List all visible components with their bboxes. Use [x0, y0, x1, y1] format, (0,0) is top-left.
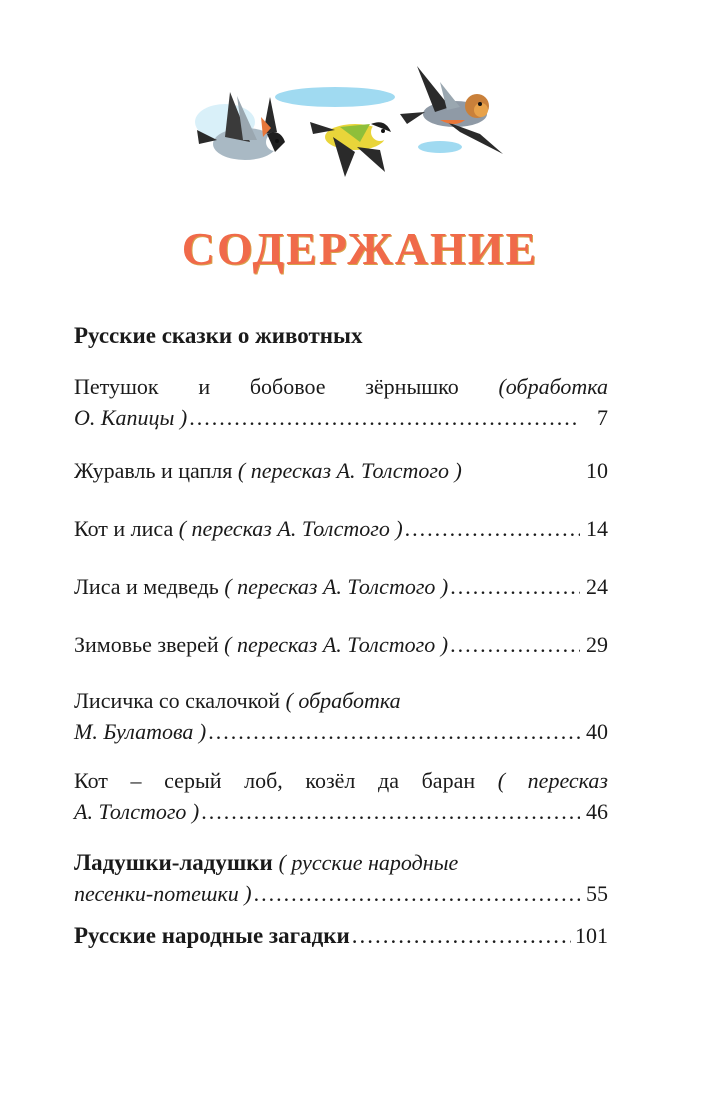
- toc-entry[interactable]: [74, 513, 608, 544]
- birds-illustration: [185, 62, 525, 192]
- entry-title: Петушок и бобовое зёрнышко: [74, 374, 459, 399]
- entry-title: Журавль и цапля: [74, 458, 233, 483]
- toc-entry[interactable]: [74, 685, 608, 747]
- entry-note: ( пересказ А. Толстого ): [224, 574, 449, 599]
- page-number: 40: [586, 719, 608, 744]
- section-heading: Ладушки-ладушки: [74, 850, 273, 875]
- leader-dots: [450, 571, 580, 602]
- entry-note: ( пересказ: [497, 768, 609, 793]
- page-number: 101: [575, 923, 608, 948]
- entry-note: (обработка: [498, 374, 608, 399]
- page-number: 24: [586, 574, 608, 599]
- leader-dots: [254, 878, 580, 909]
- birds-icon: [185, 62, 525, 192]
- page-number: 46: [586, 799, 608, 824]
- page-title: СОДЕРЖАНИЕ: [181, 223, 539, 274]
- entry-note: О. Капицы ): [74, 405, 188, 430]
- toc-entry[interactable]: [74, 455, 608, 486]
- entry-title: Кот – серый лоб, козёл да баран: [74, 768, 476, 793]
- page-number: 55: [586, 881, 608, 906]
- entry-note: ( пересказ А. Толстого ): [178, 516, 403, 541]
- section-heading: Русские сказки о животных: [74, 323, 363, 348]
- leader-dots: [201, 796, 580, 827]
- leader-dots: [405, 513, 580, 544]
- entry-note: М. Булатова ): [74, 719, 207, 744]
- entry-title: Лисичка со скалочкой: [74, 688, 281, 713]
- page-number: 7: [597, 405, 608, 430]
- entry-note: ( обработка: [285, 688, 401, 713]
- toc-entry[interactable]: [74, 765, 608, 827]
- toc-entry[interactable]: [74, 371, 608, 433]
- entry-title: Зимовье зверей: [74, 632, 219, 657]
- entry-note: ( пересказ А. Толстого ): [237, 458, 462, 483]
- toc-entry[interactable]: [74, 571, 608, 602]
- entry-note: песенки-потешки ): [74, 881, 252, 906]
- toc-entry[interactable]: [74, 629, 608, 660]
- leader-dots: [208, 716, 580, 747]
- entry-note: А. Толстого ): [74, 799, 200, 824]
- page-number: 29: [586, 632, 608, 657]
- entry-title: Кот и лиса: [74, 516, 174, 541]
- page-number: 14: [586, 516, 608, 541]
- entry-note: ( пересказ А. Толстого ): [224, 632, 449, 657]
- leader-dots: [352, 920, 571, 951]
- entry-title: Лиса и медведь: [74, 574, 219, 599]
- leader-dots: [450, 629, 580, 660]
- section-heading: Русские народные загадки: [74, 923, 350, 948]
- page-number: 10: [586, 458, 608, 483]
- leader-dots: [189, 402, 580, 433]
- toc-entry[interactable]: [74, 920, 608, 951]
- toc-entry[interactable]: [74, 847, 608, 909]
- entry-note: ( русские народные: [278, 850, 459, 875]
